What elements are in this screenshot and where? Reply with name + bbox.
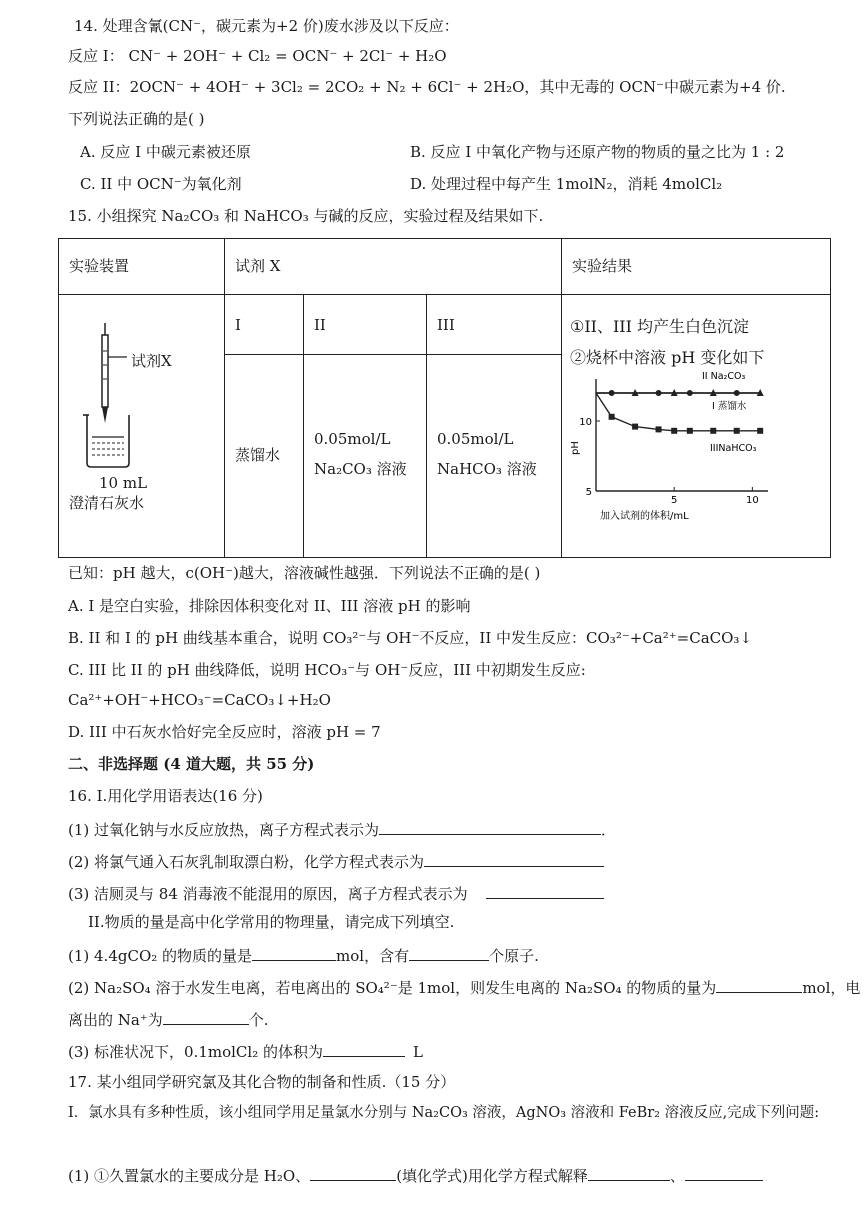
data-point-square <box>687 428 693 434</box>
q16-part-6-unit: L <box>412 1043 423 1061</box>
q17-part-1 <box>68 1164 763 1186</box>
apparatus-volume-label: 10 mL <box>99 474 148 492</box>
q14-stem: 14. 处理含氰(CN⁻，碳元素为+2 价)废水涉及以下反应： <box>74 17 459 35</box>
answer-blank[interactable] <box>379 818 601 835</box>
q16-part-5-text-b: mol，电 <box>802 979 861 997</box>
answer-blank[interactable] <box>486 882 604 899</box>
q17-part-1-text-c: 、 <box>669 1167 685 1185</box>
answer-blank[interactable] <box>252 944 336 961</box>
x-axis-label: 加入试剂的体积/mL <box>600 511 689 522</box>
reagent-ii-name: Na₂CO₃ 溶液 <box>314 460 407 478</box>
q14-option-a: A. 反应 I 中碳元素被还原 <box>80 143 251 161</box>
q15-option-d: D. III 中石灰水恰好完全反应时，溶液 pH = 7 <box>68 723 381 741</box>
reagent-i <box>225 355 304 558</box>
q16-part-1-text: (1) 过氧化钠与水反应放热，离子方程式表示为 <box>68 821 380 839</box>
q16-part-5-text-d: 个. <box>248 1011 269 1029</box>
data-point-square <box>710 428 716 434</box>
series-label-na2co3: II Na₂CO₃ <box>702 371 746 382</box>
q17-part-1-text-b: (填化学式)用化学方程式解释 <box>396 1167 588 1185</box>
col-ii-label: II <box>314 316 326 334</box>
q14-option-d: D. 处理过程中每产生 1molN₂，消耗 4molCl₂ <box>410 175 723 193</box>
q16-part-5 <box>68 976 860 998</box>
header-reagent <box>225 239 562 295</box>
apparatus-name-label: 澄清石灰水 <box>69 494 145 512</box>
data-point-circle <box>734 390 740 396</box>
header-device <box>59 239 225 295</box>
header-device-label: 实验装置 <box>69 257 130 275</box>
q16-part-4-text-b: mol，含有 <box>336 947 410 965</box>
y-tick-label: 10 <box>579 417 592 428</box>
answer-blank[interactable] <box>310 1164 396 1181</box>
data-point-circle <box>656 390 662 396</box>
q16-part-3 <box>68 882 604 904</box>
answer-blank[interactable] <box>685 1164 763 1181</box>
q16-part-5-text-c: 离出的 Na⁺为 <box>68 1011 163 1029</box>
reagent-iii-name: NaHCO₃ 溶液 <box>437 460 537 478</box>
y-axis-label: pH <box>570 441 581 455</box>
col-i-label: I <box>235 316 241 334</box>
data-point-square <box>671 428 677 434</box>
answer-blank[interactable] <box>163 1008 249 1025</box>
q16-part-6 <box>68 1040 423 1062</box>
q15-option-a: A. I 是空白实验，排除因体积变化对 II、III 溶液 pH 的影响 <box>68 597 471 615</box>
x-tick-label: 10 <box>745 495 759 506</box>
answer-blank[interactable] <box>424 850 604 867</box>
q16-part-5-cont <box>68 1008 269 1030</box>
answer-blank[interactable] <box>716 976 802 993</box>
x-tick-label: 5 <box>670 495 678 506</box>
q14-question: 下列说法正确的是( ) <box>68 110 205 128</box>
reagent-ii-conc: 0.05mol/L <box>314 430 391 448</box>
y-tick-label: 5 <box>585 487 592 498</box>
answer-blank[interactable] <box>409 944 489 961</box>
experiment-table <box>58 238 831 558</box>
reagent-iii-conc: 0.05mol/L <box>437 430 514 448</box>
apparatus-cell <box>59 295 225 558</box>
q16-part-5-text: (2) Na₂SO₄ 溶于水发生电离，若电离出的 SO₄²⁻是 1mol，则发生电离的 Na₂SO₄ 的物质的量为 <box>68 979 717 997</box>
answer-blank[interactable] <box>323 1040 405 1057</box>
q16-part-4 <box>68 944 539 966</box>
data-point-square <box>609 414 615 420</box>
q15-option-c-equation: Ca²⁺+OH⁻+HCO₃⁻=CaCO₃↓+H₂O <box>68 691 331 709</box>
q16-part-2-text: (2) 将氯气通入石灰乳制取漂白粉，化学方程式表示为 <box>68 853 425 871</box>
ph-chart <box>562 371 834 551</box>
q14-reaction-2: 反应 II：2OCN⁻ + 4OH⁻ + 3Cl₂ = 2CO₂ + N₂ + 6Cl⁻ + 2H₂O，其中无毒的 OCN⁻中碳元素为+4 价. <box>68 78 786 96</box>
reagent-i-text: 蒸馏水 <box>235 446 281 464</box>
q14-option-b: B. 反应 I 中氧化产物与还原产物的物质的量之比为 1 : 2 <box>410 143 785 161</box>
header-reagent-label: 试剂 X <box>235 257 281 275</box>
data-point-square <box>757 428 763 434</box>
q17-stem: 17. 某小组同学研究氯及其化合物的制备和性质.（15 分） <box>68 1073 456 1091</box>
data-point-square <box>734 428 740 434</box>
header-result <box>562 239 831 295</box>
result-cell <box>562 295 831 558</box>
q15-known: 已知：pH 越大，c(OH⁻)越大，溶液碱性越强．下列说法不正确的是( ) <box>68 564 541 582</box>
q17-intro: I．氯水具有多种性质，该小组同学用足量氯水分别与 Na₂CO₃ 溶液，AgNO₃ 溶液和 FeBr₂ 溶液反应,完成下列问题: <box>68 1105 820 1121</box>
q17-part-1-text: (1) ①久置氯水的主要成分是 H₂O、 <box>68 1167 311 1185</box>
apparatus-reagent-label: 试剂X <box>131 352 172 370</box>
q16-part-1: (1) 过氧化钠与水反应放热，离子方程式表示为 ． <box>68 818 616 840</box>
data-point-circle <box>687 390 693 396</box>
series-label-nahco3: IIINaHCO₃ <box>710 442 757 454</box>
q15-option-b: B. II 和 I 的 pH 曲线基本重合，说明 CO₃²⁻与 OH⁻不反应，II 中发生反应：CO₃²⁻+Ca²⁺=CaCO₃↓ <box>68 629 753 647</box>
q15-stem: 15. 小组探究 Na₂CO₃ 和 NaHCO₃ 与碱的反应，实验过程及结果如下. <box>68 207 544 225</box>
q14-reaction-1: 反应 I： CN⁻ + 2OH⁻ + Cl₂ = OCN⁻ + 2Cl⁻ + H₂O <box>68 47 447 65</box>
q16-stem: 16. I.用化学用语表达(16 分) <box>68 787 263 805</box>
col-ii <box>304 295 427 355</box>
result-1: ①II、III 均产生白色沉淀 <box>570 317 750 336</box>
result-2: ②烧杯中溶液 pH 变化如下 <box>570 348 765 367</box>
answer-blank[interactable] <box>588 1164 670 1181</box>
q16-part-4-text-c: 个原子. <box>489 947 539 965</box>
reagent-ii <box>304 355 427 558</box>
header-result-label: 实验结果 <box>572 257 633 275</box>
section-2-title: 二、非选择题 (4 道大题，共 55 分) <box>68 755 315 773</box>
data-point-square <box>632 424 638 430</box>
data-point-circle <box>609 390 615 396</box>
q16-sub-ii: II.物质的量是高中化学常用的物理量，请完成下列填空. <box>88 913 455 931</box>
series-label-water: I 蒸馏水 <box>712 401 747 412</box>
col-iii <box>427 295 562 355</box>
q15-option-c: C. III 比 II 的 pH 曲线降低，说明 HCO₃⁻与 OH⁻反应，III 中初期发生反应: <box>68 661 586 679</box>
col-iii-label: III <box>437 316 455 334</box>
q16-part-6-text: (3) 标准状况下，0.1molCl₂ 的体积为 <box>68 1043 323 1061</box>
col-i <box>225 295 304 355</box>
q14-option-c: C. II 中 OCN⁻为氧化剂 <box>80 175 242 193</box>
q16-part-4-text: (1) 4.4gCO₂ 的物质的量是 <box>68 947 253 965</box>
data-point-square <box>656 426 662 432</box>
reagent-iii <box>427 355 562 558</box>
q16-part-2 <box>68 850 604 872</box>
apparatus-diagram <box>59 295 224 557</box>
q16-part-3-text: (3) 洁厕灵与 84 消毒液不能混用的原因，离子方程式表示为 <box>68 885 468 903</box>
